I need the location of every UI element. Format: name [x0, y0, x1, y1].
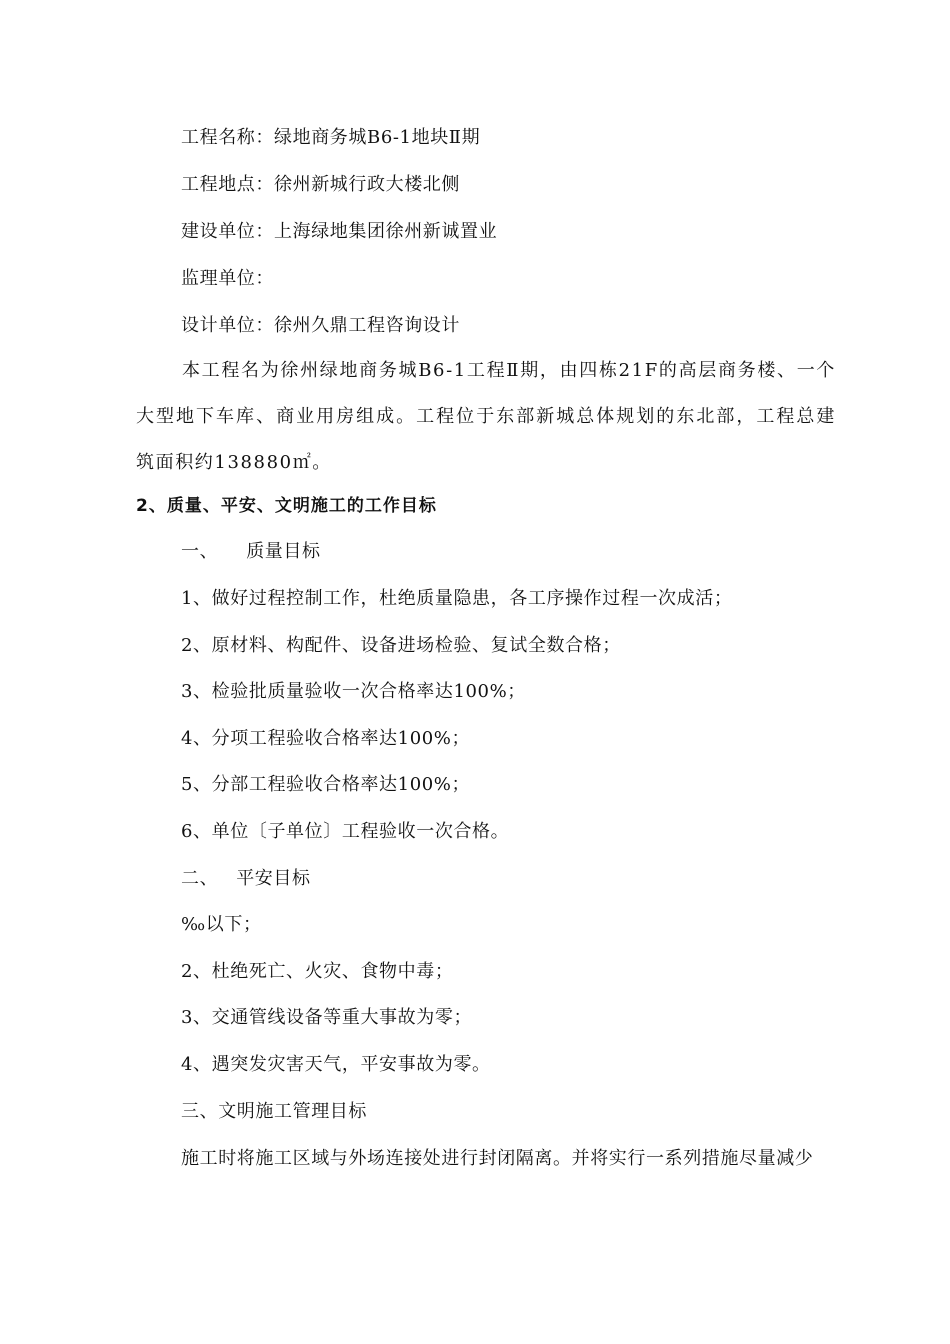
safety-number: 二、 [181, 868, 219, 889]
project-location: 工程地点：徐州新城行政大楼北侧 [181, 174, 460, 195]
quality-item-5: 5、分部工程验收合格率达100%； [181, 774, 471, 795]
project-name: 工程名称：绿地商务城B6-1地块Ⅱ期 [181, 127, 481, 148]
quality-item-2: 2、原材料、构配件、设备进场检验、复试全数合格； [181, 635, 621, 656]
quality-item-3: 3、检验批质量验收一次合格率达100%； [181, 681, 526, 702]
quality-item-6: 6、单位〔子单位〕工程验收一次合格。 [181, 821, 510, 842]
quality-title: 质量目标 [246, 541, 321, 562]
safety-item-2: 2、杜绝死亡、火灾、食物中毒； [181, 961, 454, 982]
safety-title: 平安目标 [236, 868, 311, 889]
safety-item-4: 4、遇突发灾害天气，平安事故为零。 [181, 1054, 491, 1075]
project-designer: 设计单位：徐州久鼎工程咨询设计 [181, 315, 460, 336]
quality-heading [181, 540, 321, 564]
safety-item-1: ‰以下； [181, 914, 262, 935]
safety-item-3: 3、交通管线设备等重大事故为零； [181, 1007, 473, 1028]
civilized-text: 施工时将施工区域与外场连接处进行封闭隔离。并将实行一系列措施尽量减少 [181, 1148, 814, 1169]
civilized-heading: 三、文明施工管理目标 [181, 1101, 367, 1122]
quality-item-4: 4、分项工程验收合格率达100%； [181, 728, 471, 749]
safety-heading [181, 867, 311, 891]
quality-item-1: 1、做好过程控制工作，杜绝质量隐患，各工序操作过程一次成活； [181, 588, 733, 609]
section-heading: 2、质量、平安、文明施工的工作目标 [136, 496, 437, 516]
overview-paragraph: 本工程名为徐州绿地商务城B6-1工程Ⅱ期，由四栋21F的高层商务楼、一个大型地下车库、商业用房组成。工程位于东部新城总体规划的东北部，工程总建筑面积约138880㎡。 [136, 360, 836, 473]
project-owner: 建设单位：上海绿地集团徐州新诚置业 [181, 221, 498, 242]
project-supervisor: 监理单位： [181, 268, 274, 289]
quality-number: 一、 [181, 541, 219, 562]
